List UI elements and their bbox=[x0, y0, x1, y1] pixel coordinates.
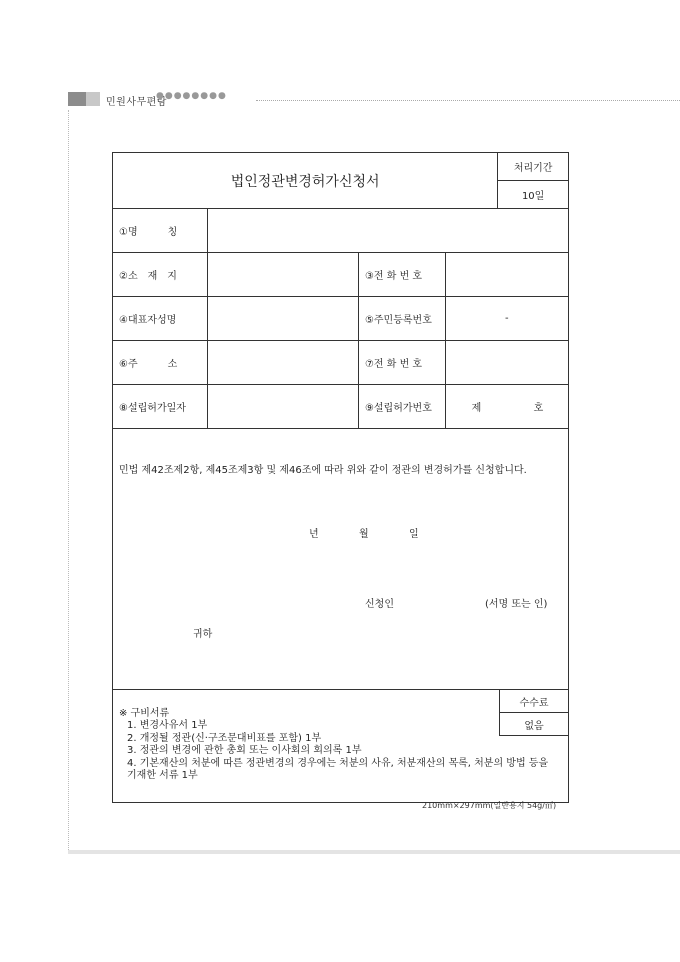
application-form bbox=[112, 152, 569, 803]
applicant-label: 신청인 bbox=[365, 599, 394, 610]
est-no-suffix: 호 bbox=[533, 403, 544, 414]
header-divider bbox=[256, 100, 680, 101]
est-date-label: ⑧설립허가일자 bbox=[113, 385, 208, 429]
header-title: 민원사무편람 bbox=[106, 97, 167, 108]
phone1-label: ③전 화 번 호 bbox=[358, 253, 445, 297]
name-label: ①명 칭 bbox=[113, 209, 208, 253]
location-field[interactable] bbox=[207, 253, 358, 297]
docs-title: ※ 구비서류 bbox=[119, 708, 170, 719]
application-body bbox=[113, 429, 569, 690]
resident-no-field[interactable]: - bbox=[445, 297, 568, 341]
doc-item: 1. 변경사유서 1부 bbox=[127, 720, 208, 731]
processing-period-value: 10일 bbox=[498, 181, 569, 209]
header-dots: ●●●●●●●● bbox=[156, 91, 227, 101]
page-bottom-border bbox=[68, 850, 680, 854]
page-left-border bbox=[68, 110, 69, 850]
resident-no-label: ⑤주민등록번호 bbox=[358, 297, 445, 341]
signature-label: (서명 또는 인) bbox=[485, 599, 548, 610]
phone2-label: ⑦전 화 번 호 bbox=[358, 341, 445, 385]
doc-item: 2. 개정될 정관(신·구조문대비표를 포함) 1부 bbox=[127, 732, 322, 744]
fee-value: 없음 bbox=[500, 713, 569, 736]
fee-label: 수수료 bbox=[500, 690, 569, 713]
est-no-field[interactable] bbox=[445, 385, 568, 429]
form-title: 법인정관변경허가신청서 bbox=[113, 153, 498, 209]
paper-size-note: 210mm×297mm(일반용지 54g/㎡) bbox=[422, 801, 557, 810]
addressee-label: 귀하 bbox=[193, 629, 213, 640]
header-bar-dark bbox=[68, 92, 86, 106]
rep-name-field[interactable] bbox=[207, 297, 358, 341]
rep-name-label: ④대표자성명 bbox=[113, 297, 208, 341]
processing-period-label: 처리기간 bbox=[498, 153, 569, 181]
date-year: 년 bbox=[309, 529, 319, 540]
address-field[interactable] bbox=[207, 341, 358, 385]
phone1-field[interactable] bbox=[445, 253, 568, 297]
date-month: 월 bbox=[359, 529, 369, 540]
address-label: ⑥주 소 bbox=[113, 341, 208, 385]
date-day: 일 bbox=[409, 529, 419, 540]
doc-item: 4. 기본재산의 처분에 따른 정관변경의 경우에는 처분의 사유, 처분재산의 목록, 처분의 방법 등을 기재한 서류 1부 bbox=[127, 757, 549, 781]
name-field[interactable] bbox=[207, 209, 568, 253]
fee-box bbox=[499, 689, 569, 736]
est-date-field[interactable] bbox=[207, 385, 358, 429]
doc-item: 3. 정관의 변경에 관한 총회 또는 이사회의 회의록 1부 bbox=[127, 745, 362, 756]
est-no-label: ⑨설립허가번호 bbox=[358, 385, 445, 429]
location-label: ②소 재 지 bbox=[113, 253, 208, 297]
required-documents bbox=[113, 690, 569, 803]
est-no-prefix: 제 bbox=[471, 403, 482, 414]
docs-list bbox=[119, 720, 563, 783]
application-statement: 민법 제42조제2항, 제45조제3항 및 제46조에 따라 위와 같이 정관의 변경허가를 신청합니다. bbox=[119, 465, 527, 476]
page-header bbox=[68, 90, 680, 108]
phone2-field[interactable] bbox=[445, 341, 568, 385]
header-bar-light bbox=[86, 92, 100, 106]
